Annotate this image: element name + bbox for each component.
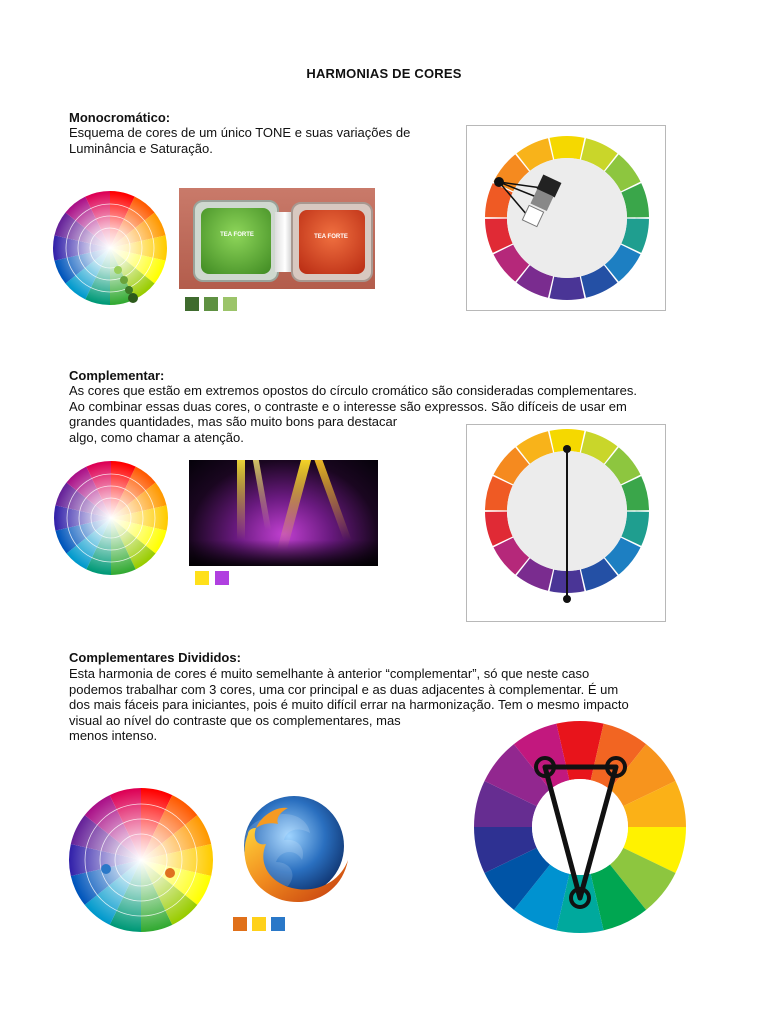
swatch-purple [215, 571, 229, 585]
swatch-yellow [195, 571, 209, 585]
text-line: grandes quantidades, mas são muito bons para destacar [69, 414, 398, 429]
complementary-color-wheel-image [53, 460, 171, 578]
wheel-segment [550, 277, 585, 300]
text-line: Esquema de cores de um único TONE e suas variações de [69, 125, 411, 140]
firefox-logo-image [228, 788, 356, 910]
mono-color-wheel-image [52, 190, 170, 308]
swatch-blue [271, 917, 285, 931]
text-line: algo, como chamar a atenção. [69, 429, 244, 445]
page-title: HARMONIAS DE CORES [306, 66, 462, 81]
text-line: Esta harmonia de cores é muito semelhante à anterior “complementar”, só que neste caso [69, 666, 590, 681]
swatch-orange [233, 917, 247, 931]
section-heading-complementary: Complementar: [69, 368, 165, 383]
text-line: dos mais fáceis para iniciantes, pois é muito difícil errar na harmonização. Tem o mesmo impacto [69, 697, 629, 712]
green-tea-box [193, 200, 279, 282]
product-label: TEA FORTE [220, 232, 254, 238]
text-line: menos intenso. [69, 728, 158, 743]
tea-product-photo [179, 188, 375, 289]
text-line: Luminância e Saturação. [69, 140, 213, 156]
text-line: As cores que estão em extremos opostos do círculo cromático são consideradas complementares. [69, 383, 637, 398]
text-line: Ao combinar essas duas cores, o contraste e o interesse são expressos. São difíceis de usar em [69, 398, 627, 414]
text-line: visual ao nível do contraste que os complementares, mas [69, 712, 401, 728]
swatch-dark-green [185, 297, 199, 311]
wheel-segment [550, 136, 585, 159]
monochrome-wheel-diagram [466, 125, 666, 311]
swatch-yellow [252, 917, 266, 931]
swatch-light-green [223, 297, 237, 311]
section-heading-split-complementary: Complementares Divididos: [69, 650, 241, 665]
split-complementary-wheel-diagram [468, 720, 692, 934]
red-tea-box [291, 202, 373, 282]
text-line: podemos trabalhar com 3 cores, uma cor principal e as duas adjacentes à complementar. É um [69, 681, 619, 697]
complementary-wheel-diagram [466, 424, 666, 622]
section-text-monochrome [69, 125, 410, 156]
split-color-wheel-image [68, 787, 214, 933]
swatch-mid-green [204, 297, 218, 311]
section-heading-monochrome: Monocromático: [69, 110, 171, 125]
concert-photo [189, 460, 378, 566]
product-label: TEA FORTE [314, 234, 348, 240]
